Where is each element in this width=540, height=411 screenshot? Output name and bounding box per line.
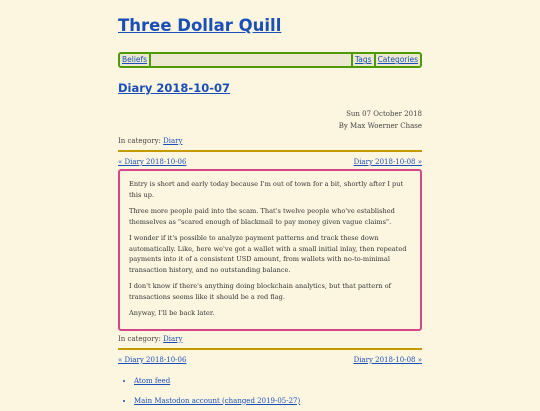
post-content <box>118 169 422 331</box>
post-paragraph: Entry is short and early today because I'm out of town for a bit, shortly after I put this up. <box>129 180 404 199</box>
divider-rule <box>118 150 422 152</box>
next-post-link[interactable]: Diary 2018-10-08 » <box>353 158 422 166</box>
post-meta <box>118 108 422 132</box>
divider-rule <box>118 348 422 350</box>
prev-post-link[interactable]: « Diary 2018-10-06 <box>118 158 187 166</box>
post-paragraph: Three more people paid into the scam. That's twelve people who've established themselves as "scared enough of blackmail to pay money given vague claims". <box>129 207 395 226</box>
post-date: Sun 07 October 2018 <box>346 110 422 118</box>
nav-beliefs-link[interactable]: Beliefs <box>122 55 148 64</box>
nav-bar <box>118 52 422 68</box>
nav-tags-link[interactable]: Tags <box>354 55 372 64</box>
post-category-bottom <box>118 333 422 345</box>
category-label: In category: <box>118 137 161 145</box>
page <box>118 0 422 411</box>
category-diary-link[interactable]: Diary <box>163 334 183 343</box>
prev-post-link[interactable]: « Diary 2018-10-06 <box>118 355 187 364</box>
category-label: In category: <box>118 334 161 343</box>
post-paragraph: I wonder if it's possible to analyze payment patterns and track these down automatically. Like, here we've got a wallet with a small initial inlay, then repeated payments into it of a consistent USD amount, from wallets with no-to-minimal transaction history, and no outstanding balance. <box>129 234 407 274</box>
prev-next-nav-top <box>118 157 422 167</box>
prev-next-nav-bottom <box>118 355 422 365</box>
mastodon-account-link[interactable]: Main Mastodon account (changed 2019-05-27) <box>134 396 301 405</box>
nav-spacer <box>151 54 351 66</box>
list-item <box>134 371 422 391</box>
post-author: By Max Woerner Chase <box>338 122 422 130</box>
post-paragraph: I don't know if there's anything doing blockchain analytics, but that pattern of transactions seems like it should be a red flag. <box>129 282 392 301</box>
post-category-top <box>118 135 422 147</box>
atom-feed-link[interactable]: Atom feed <box>134 376 171 385</box>
post-title-link[interactable]: Diary 2018-10-07 <box>118 81 230 95</box>
next-post-link[interactable]: Diary 2018-10-08 » <box>353 355 422 364</box>
category-diary-link[interactable]: Diary <box>163 137 183 145</box>
nav-categories-link[interactable]: Categories <box>377 55 418 64</box>
post-paragraph: Anyway, I'll be back later. <box>129 309 215 317</box>
list-item <box>134 391 422 411</box>
site-title-link[interactable]: Three Dollar Quill <box>118 16 282 35</box>
